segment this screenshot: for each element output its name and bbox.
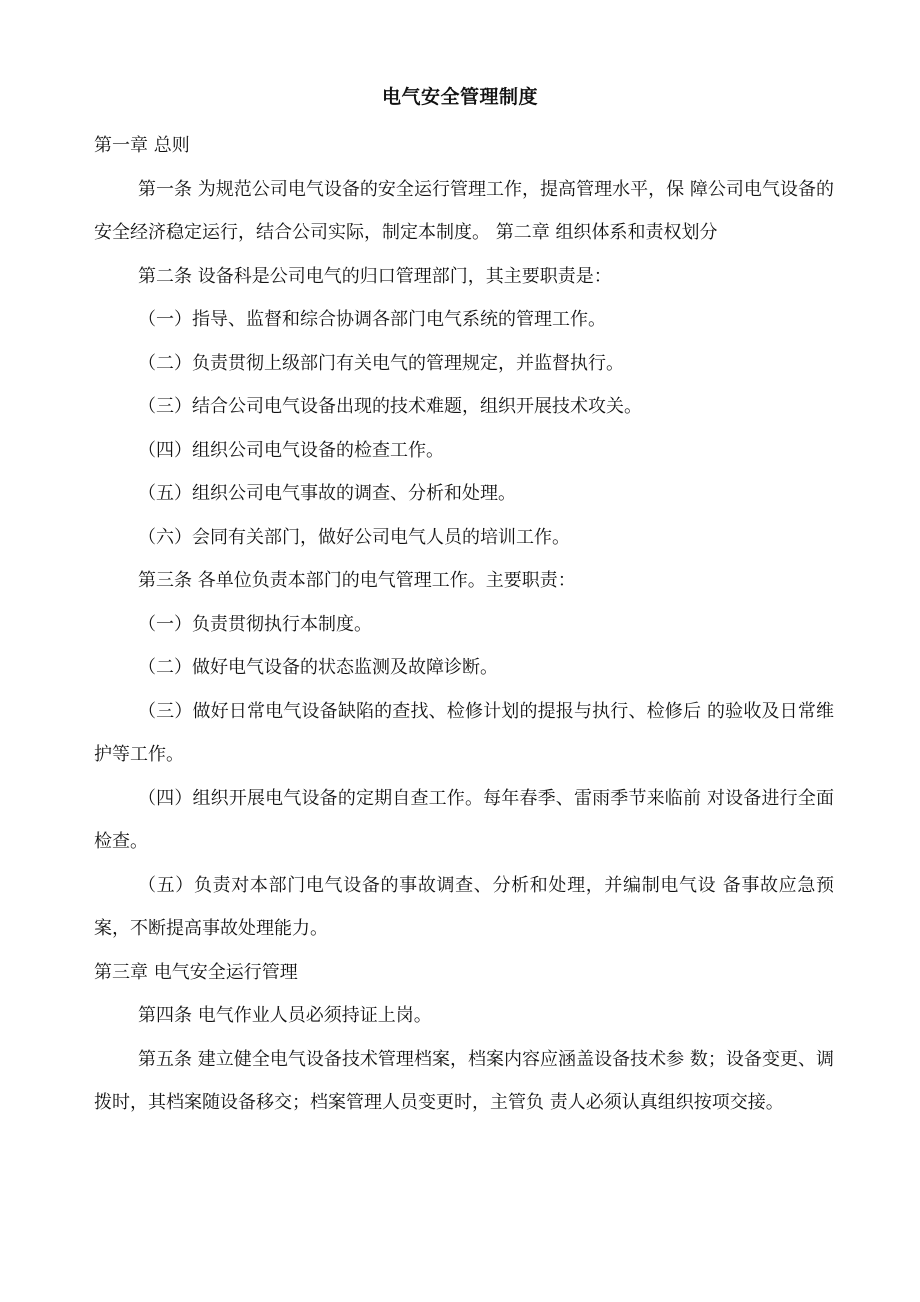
article-paragraph: 第四条 电气作业人员必须持证上岗。: [138, 1005, 432, 1026]
list-item: （二）做好电气设备的状态监测及故障诊断。: [138, 657, 498, 678]
list-item: （三）结合公司电气设备出现的技术难题，组织开展技术攻关。: [138, 396, 642, 417]
list-item: （四）组织公司电气设备的检查工作。: [138, 439, 444, 461]
list-item: （二）负责贯彻上级部门有关电气的管理规定，并监督执行。: [138, 352, 624, 374]
list-item: （三）做好日常电气设备缺陷的查找、检修计划的提报与执行、检修后 的验收及日常维护等工作。: [94, 700, 834, 765]
document-title: 电气安全管理制度: [381, 86, 538, 108]
chapter-heading: 第三章 电气安全运行管理: [94, 961, 298, 983]
chapter-heading: 第一章 总则: [94, 135, 190, 156]
list-item: （五）组织公司电气事故的调查、分析和处理。: [138, 483, 516, 504]
article-paragraph: 第五条 建立健全电气设备技术管理档案，档案内容应涵盖设备技术参 数；设备变更、调拨时，其档案随设备移交；档案管理人员变更时，主管负 责人必须认真组织按项交接。: [94, 1048, 834, 1113]
article-paragraph: 第三条 各单位负责本部门的电气管理工作。主要职责：: [138, 570, 576, 591]
list-item: （一）负责贯彻执行本制度。: [138, 613, 372, 635]
list-item: （四）组织开展电气设备的定期自查工作。每年春季、雷雨季节来临前 对设备进行全面检查。: [94, 787, 834, 852]
article-paragraph: 第一条 为规范公司电气设备的安全运行管理工作，提高管理水平，保 障公司电气设备的安全经济稳定运行，结合公司实际，制定本制度。 第二章 组织体系和责权划分: [94, 178, 834, 243]
list-item: （一）指导、监督和综合协调各部门电气系统的管理工作。: [138, 309, 606, 330]
list-item: （五）负责对本部门电气设备的事故调查、分析和处理，并编制电气设 备事故应急预案，不断提高事故处理能力。: [94, 874, 834, 939]
article-paragraph: 第二条 设备科是公司电气的归口管理部门，其主要职责是：: [138, 265, 612, 287]
document-body: [94, 124, 834, 1125]
list-item: （六）会同有关部门，做好公司电气人员的培训工作。: [138, 526, 570, 548]
